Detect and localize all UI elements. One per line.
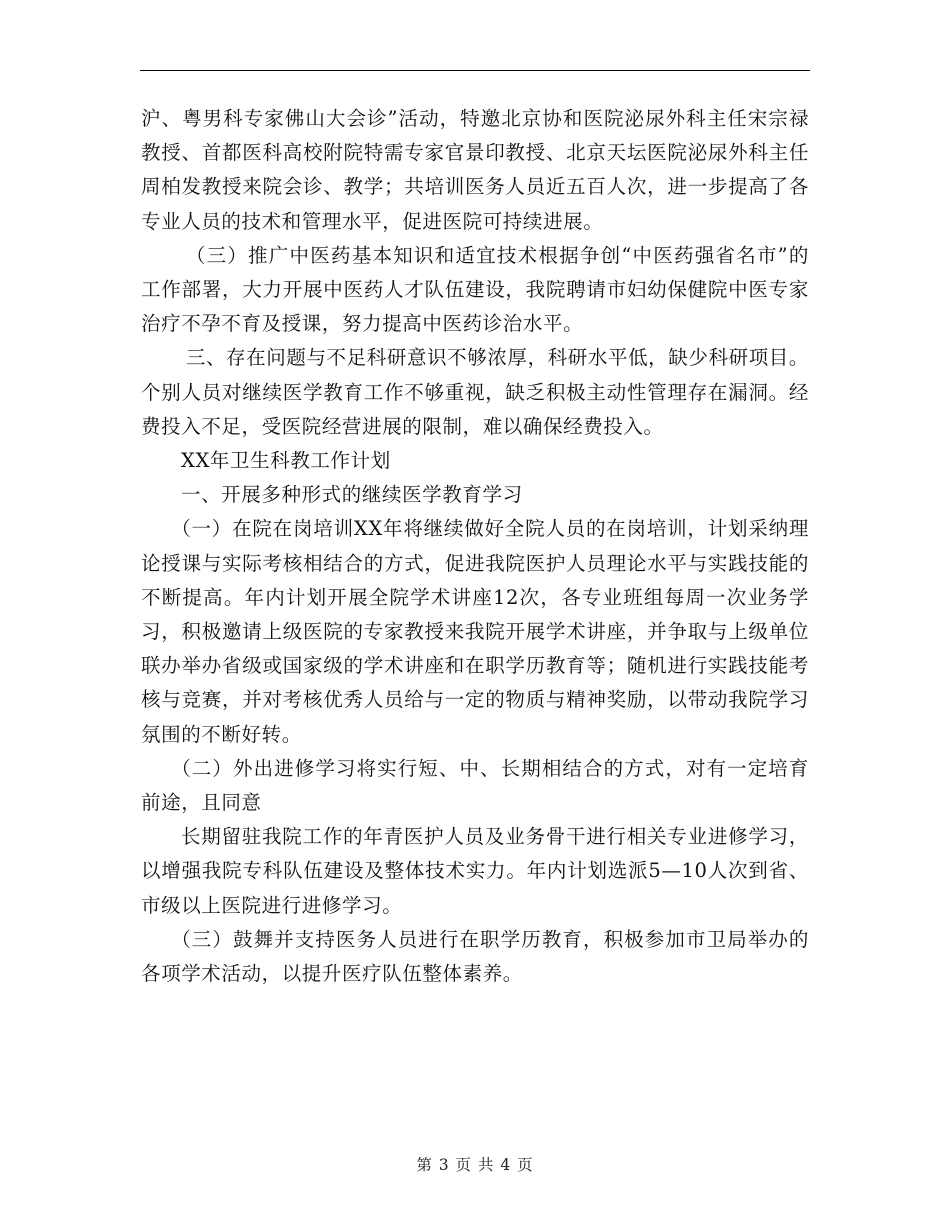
paragraph-consultation-continued: 沪、粤男科专家佛山大会诊”活动，特邀北京协和医院泌尿外科主任宋宗禄教授、首都医科高校附院特需专家官景印教授、北京天坛医院泌尿外科主任周柏发教授来院会诊、教学；共培训医务人员近五百人次，进一步提高了各专业人员的技术和管理水平，促进医院可持续进展。 <box>141 107 809 233</box>
document-body <box>141 102 809 991</box>
section-heading-continuing-education: 一、开展多种形式的继续医学教育学习 <box>180 483 523 507</box>
paragraph-external-study: （二）外出进修学习将实行短、中、长期相结合的方式，对有一定培育前途，且同意 <box>141 756 809 815</box>
header-rule <box>140 70 810 71</box>
section-heading-plan: XX年卫生科教工作计划 <box>180 449 391 473</box>
page-number-footer: 第 3 页 共 4 页 <box>416 1156 534 1174</box>
paragraph-tcm-promotion: （三）推广中医药基本知识和适宜技术根据争创“中医药强省名市”的工作部署，大力开展中医药人才队伍建设，我院聘请市妇幼保健院中医专家治疗不孕不育及授课，努力提高中医药诊治水平。 <box>141 243 809 336</box>
paragraph-external-study-continued: 长期留驻我院工作的年青医护人员及业务骨干进行相关专业进修学习，以增强我院专科队伍建设及整体技术实力。年内计划选派5—10人次到省、市级以上医院进行进修学习。 <box>141 825 809 917</box>
paragraph-problems: 三、存在问题与不足科研意识不够浓厚，科研水平低，缺少科研项目。个别人员对继续医学教育工作不够重视，缺乏积极主动性管理存在漏洞。经费投入不足，受医院经营进展的限制，难以确保经费投入。 <box>141 346 809 438</box>
paragraph-onsite-training: （一）在院在岗培训XX年将继续做好全院人员的在岗培训，计划采纳理论授课与实际考核相结合的方式，促进我院医护人员理论水平与实践技能的不断提高。年内计划开展全院学术讲座12次，各专业班组每周一次业务学习，积极邀请上级医院的专家教授来我院开展学术讲座，并争取与上级单位联办举办省级或国家级的学术讲座和在职学历教育等；随机进行实践技能考核与竞赛，并对考核优秀人员给与一定的物质与精神奖励，以带动我院学习氛围的不断好转。 <box>141 517 809 746</box>
paragraph-degree-education: （三）鼓舞并支持医务人员进行在职学历教育，积极参加市卫局举办的各项学术活动，以提升医疗队伍整体素养。 <box>141 927 809 986</box>
